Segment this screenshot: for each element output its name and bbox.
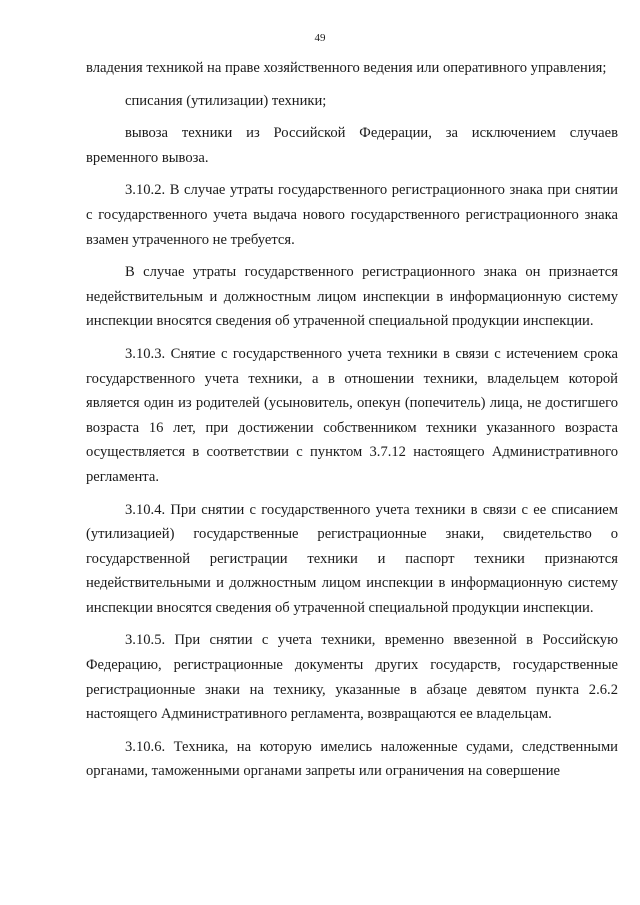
paragraph-ownership-continuation: владения техникой на праве хозяйственного ведения или оперативного управления; <box>86 60 607 76</box>
paragraph-3-10-6: 3.10.6. Техника, на которую имелись наложенные судами, следственными органами, таможенными органами запреты или ограничения на совершение <box>86 738 618 780</box>
page-number: 49 <box>314 32 326 44</box>
paragraph-3-10-5: 3.10.5. При снятии с учета техники, временно ввезенной в Российскую Федерацию, регистрационные документы других государств, государственные регистрационные знаки на технику, указанные в абзаце девятом пункта 2.6.2 настоящего Административного регламента, возвращаются ее владельцам. <box>86 632 618 723</box>
paragraph-write-off: списания (утилизации) техники; <box>125 92 327 109</box>
paragraph-3-10-2: 3.10.2. В случае утраты государственного регистрационного знака при снятии с государственного учета выдача нового государственного регистрационного знака взамен утраченного не требуется. <box>86 182 618 248</box>
paragraph-3-10-4: 3.10.4. При снятии с государственного учета техники в связи с ее списанием (утилизацией) государственные регистрационные знаки, свидетельство о государственной регистрации техники и паспорт техники признаются недействительными и должностным лицом инспекции в информационную систему инспекции вносятся сведения об утраченной специальной продукции инспекции. <box>86 501 618 616</box>
paragraph-3-10-3: 3.10.3. Снятие с государственного учета техники в связи с истечением срока государственного учета техники, а в отношении техники, владельцем которой является один из родителей (усыновитель, опекун (попечитель) лица, не достигшего возраста 16 лет, при достижении собственником техники указанного возраста осуществляется в соответствии с пунктом 3.7.12 настоящего Административного регламента. <box>86 345 618 485</box>
paragraph-lost-plate: В случае утраты государственного регистрационного знака он признается недействительным и должностным лицом инспекции в информационную систему инспекции вносятся сведения об утраченной специальной продукции инспекции. <box>86 264 618 330</box>
document-body <box>86 56 618 784</box>
paragraph-export: вывоза техники из Российской Федерации, за исключением случаев временного вывоза. <box>86 125 618 166</box>
